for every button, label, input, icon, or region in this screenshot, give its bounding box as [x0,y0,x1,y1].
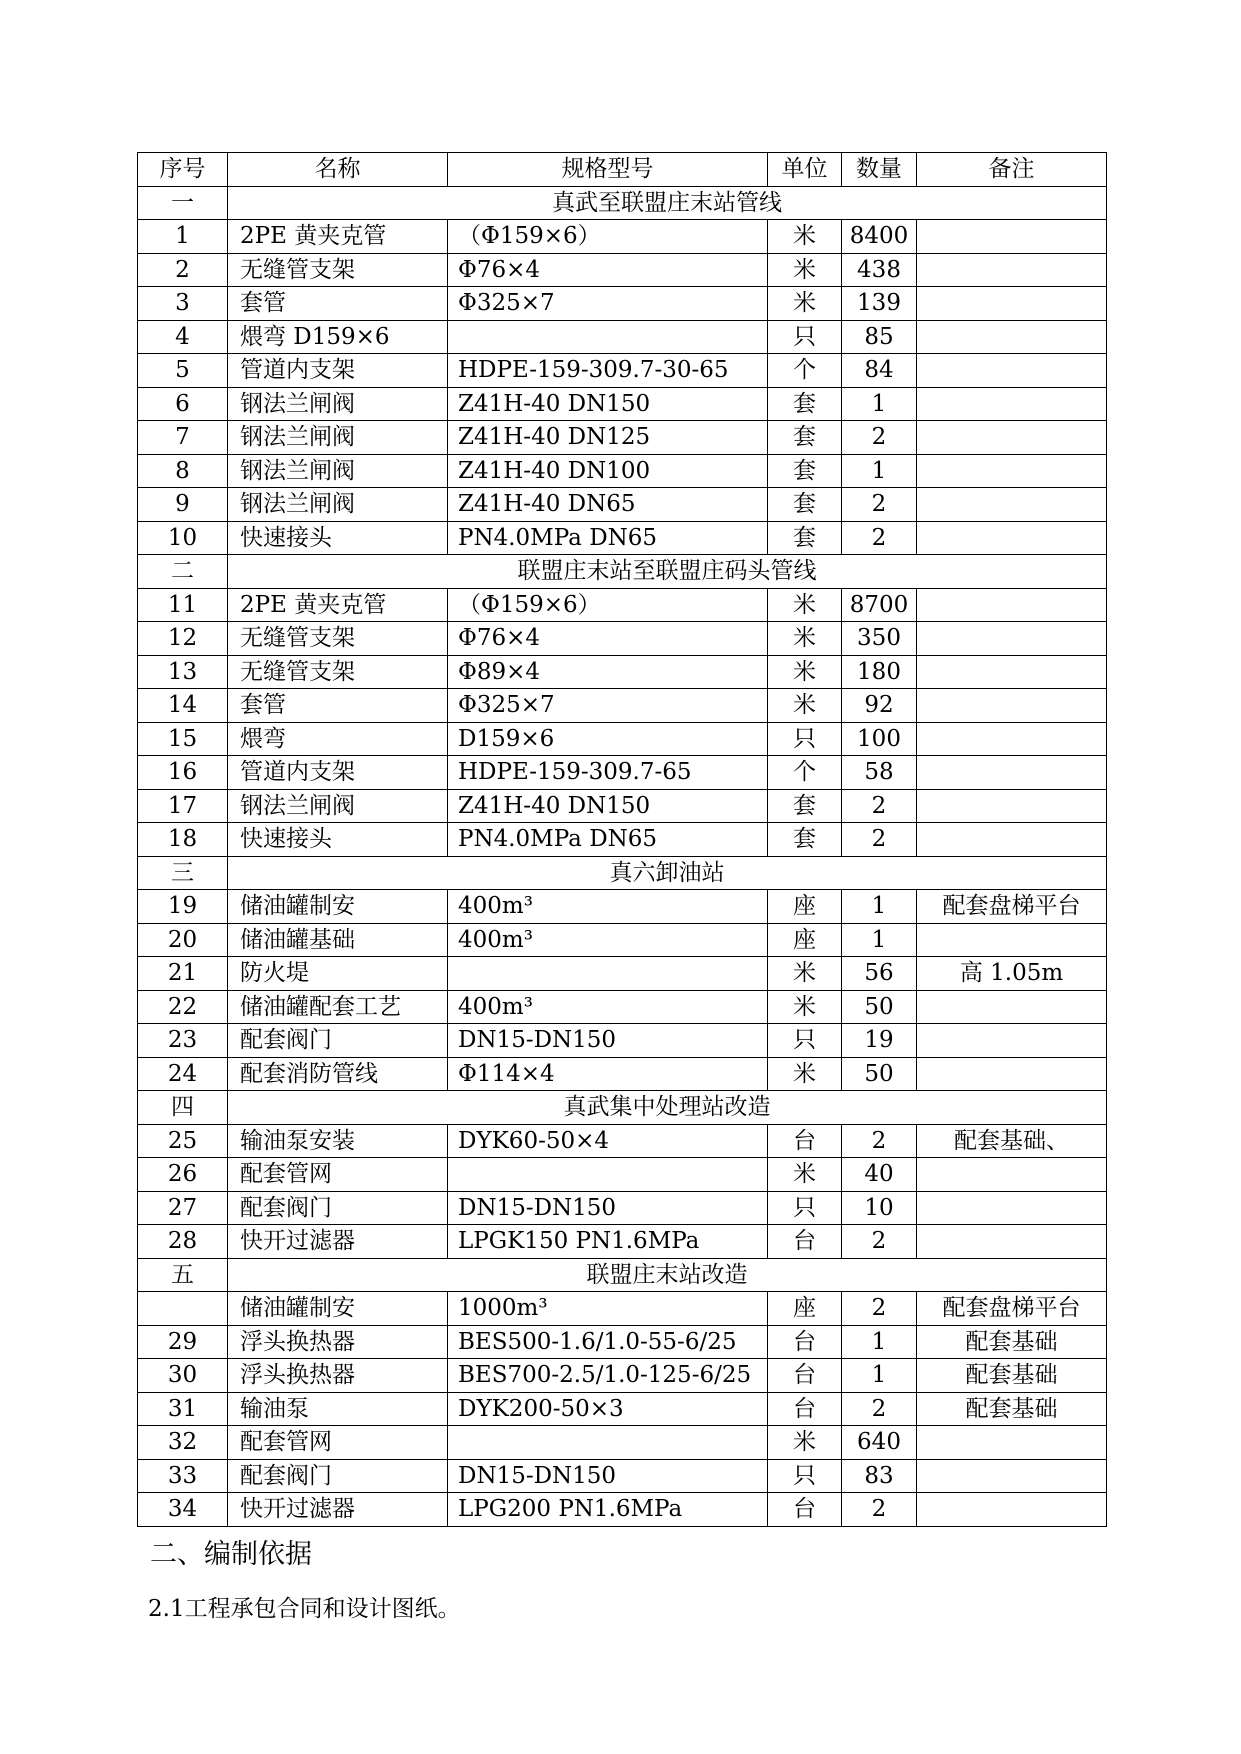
cell-spec: Φ325×7 [448,689,768,723]
cell-qty: 84 [842,354,917,388]
cell-spec: Z41H-40 DN125 [448,421,768,455]
cell-qty: 2 [842,1124,917,1158]
table-body [138,186,1107,1526]
cell-note [917,421,1107,455]
cell-spec: LPG200 PN1.6MPa [448,1493,768,1527]
cell-qty: 2 [842,421,917,455]
table-header-row [138,153,1107,187]
cell-name: 快速接头 [228,823,448,857]
cell-name: 钢法兰闸阀 [228,387,448,421]
cell-spec: 1000m³ [448,1292,768,1326]
cell-name: 快速接头 [228,521,448,555]
cell-name: 管道内支架 [228,756,448,790]
cell-name: 配套阀门 [228,1024,448,1058]
cell-note [917,488,1107,522]
table-row [138,1158,1107,1192]
cell-note: 配套盘梯平台 [917,1292,1107,1326]
header-cell-no: 序号 [138,153,228,187]
cell-note [917,253,1107,287]
section-number: 一 [138,186,228,220]
cell-no: 11 [138,588,228,622]
cell-qty: 2 [842,1292,917,1326]
cell-note [917,220,1107,254]
cell-unit: 套 [768,823,842,857]
cell-name: 快开过滤器 [228,1493,448,1527]
table-row [138,722,1107,756]
cell-name: 煨弯 D159×6 [228,320,448,354]
header-cell-qty: 数量 [842,153,917,187]
cell-no: 24 [138,1057,228,1091]
cell-no: 17 [138,789,228,823]
cell-name: 配套管网 [228,1158,448,1192]
cell-qty: 50 [842,1057,917,1091]
cell-note: 高 1.05m [917,957,1107,991]
cell-qty: 8400 [842,220,917,254]
cell-no: 2 [138,253,228,287]
cell-spec: Φ325×7 [448,287,768,321]
cell-no: 4 [138,320,228,354]
section-title: 真武至联盟庄末站管线 [228,186,1107,220]
cell-name: 钢法兰闸阀 [228,454,448,488]
cell-name: 储油罐基础 [228,923,448,957]
cell-qty: 640 [842,1426,917,1460]
cell-no: 34 [138,1493,228,1527]
section-title: 联盟庄末站至联盟庄码头管线 [228,555,1107,589]
cell-spec: DN15-DN150 [448,1459,768,1493]
table-row [138,1024,1107,1058]
cell-qty: 92 [842,689,917,723]
cell-qty: 40 [842,1158,917,1192]
cell-unit: 台 [768,1225,842,1259]
cell-note [917,387,1107,421]
cell-unit: 套 [768,789,842,823]
cell-note [917,454,1107,488]
cell-spec: DYK200-50×3 [448,1392,768,1426]
table-row [138,488,1107,522]
cell-qty: 50 [842,990,917,1024]
cell-note [917,689,1107,723]
cell-note [917,722,1107,756]
table-row [138,421,1107,455]
table-row [138,1325,1107,1359]
cell-qty: 180 [842,655,917,689]
cell-spec: （Φ159×6） [448,220,768,254]
cell-unit: 米 [768,253,842,287]
cell-spec: 400m³ [448,990,768,1024]
cell-name: 储油罐配套工艺 [228,990,448,1024]
cell-spec: Φ114×4 [448,1057,768,1091]
cell-qty: 85 [842,320,917,354]
cell-spec: 400m³ [448,923,768,957]
cell-note [917,1225,1107,1259]
cell-spec: Φ76×4 [448,622,768,656]
section-number: 五 [138,1258,228,1292]
table-row [138,521,1107,555]
cell-unit: 米 [768,588,842,622]
table-row [138,823,1107,857]
cell-no: 28 [138,1225,228,1259]
cell-unit: 米 [768,1057,842,1091]
cell-qty: 1 [842,1359,917,1393]
table-row [138,253,1107,287]
cell-no: 21 [138,957,228,991]
table-row [138,990,1107,1024]
cell-unit: 座 [768,890,842,924]
cell-note [917,789,1107,823]
cell-note [917,1158,1107,1192]
cell-name: 无缝管支架 [228,622,448,656]
cell-name: 钢法兰闸阀 [228,789,448,823]
cell-spec: BES700-2.5/1.0-125-6/25 [448,1359,768,1393]
section-row [138,856,1107,890]
cell-note: 配套基础、 [917,1124,1107,1158]
cell-qty: 58 [842,756,917,790]
table-row [138,1225,1107,1259]
cell-no: 29 [138,1325,228,1359]
cell-note [917,1191,1107,1225]
table-row [138,622,1107,656]
cell-no: 18 [138,823,228,857]
cell-spec: Φ89×4 [448,655,768,689]
cell-unit: 米 [768,689,842,723]
table-row [138,655,1107,689]
cell-name: 储油罐制安 [228,890,448,924]
cell-note: 配套基础 [917,1392,1107,1426]
cell-no: 25 [138,1124,228,1158]
cell-name: 2PE 黄夹克管 [228,588,448,622]
cell-spec: DYK60-50×4 [448,1124,768,1158]
cell-spec: D159×6 [448,722,768,756]
cell-qty: 438 [842,253,917,287]
header-cell-note: 备注 [917,153,1107,187]
cell-spec [448,1426,768,1460]
cell-spec: BES500-1.6/1.0-55-6/25 [448,1325,768,1359]
cell-no: 8 [138,454,228,488]
cell-unit: 只 [768,1191,842,1225]
cell-spec: Z41H-40 DN150 [448,789,768,823]
cell-note [917,320,1107,354]
cell-note: 配套基础 [917,1359,1107,1393]
cell-name: 配套阀门 [228,1459,448,1493]
cell-note [917,1459,1107,1493]
cell-qty: 1 [842,387,917,421]
cell-unit: 座 [768,923,842,957]
cell-note [917,1426,1107,1460]
cell-qty: 2 [842,1493,917,1527]
cell-unit: 套 [768,488,842,522]
cell-spec: Z41H-40 DN150 [448,387,768,421]
cell-spec: PN4.0MPa DN65 [448,823,768,857]
cell-name: 无缝管支架 [228,253,448,287]
cell-spec: Z41H-40 DN100 [448,454,768,488]
section-title: 真六卸油站 [228,856,1107,890]
cell-name: 煨弯 [228,722,448,756]
header-cell-unit: 单位 [768,153,842,187]
cell-unit: 台 [768,1124,842,1158]
cell-note [917,1024,1107,1058]
table-row [138,287,1107,321]
cell-note [917,756,1107,790]
cell-qty: 2 [842,521,917,555]
header-cell-spec: 规格型号 [448,153,768,187]
section-title: 联盟庄末站改造 [228,1258,1107,1292]
table-row [138,689,1107,723]
cell-name: 配套消防管线 [228,1057,448,1091]
cell-no: 14 [138,689,228,723]
cell-no: 15 [138,722,228,756]
cell-name: 浮头换热器 [228,1325,448,1359]
cell-spec: LPGK150 PN1.6MPa [448,1225,768,1259]
section-row [138,1091,1107,1125]
cell-qty: 56 [842,957,917,991]
cell-note [917,1493,1107,1527]
cell-name: 无缝管支架 [228,655,448,689]
cell-name: 钢法兰闸阀 [228,421,448,455]
cell-note [917,588,1107,622]
cell-note [917,655,1107,689]
table-row [138,1426,1107,1460]
cell-name: 管道内支架 [228,354,448,388]
section-number: 三 [138,856,228,890]
cell-unit: 座 [768,1292,842,1326]
cell-no: 1 [138,220,228,254]
cell-no: 19 [138,890,228,924]
cell-qty: 1 [842,1325,917,1359]
cell-no: 9 [138,488,228,522]
section-title: 真武集中处理站改造 [228,1091,1107,1125]
cell-spec: 400m³ [448,890,768,924]
cell-name: 输油泵 [228,1392,448,1426]
table-row [138,1493,1107,1527]
cell-unit: 台 [768,1493,842,1527]
cell-note [917,1057,1107,1091]
section-number: 四 [138,1091,228,1125]
cell-note [917,521,1107,555]
cell-name: 2PE 黄夹克管 [228,220,448,254]
cell-unit: 米 [768,220,842,254]
cell-unit: 米 [768,1426,842,1460]
cell-no: 31 [138,1392,228,1426]
cell-qty: 139 [842,287,917,321]
table-row [138,923,1107,957]
table-row [138,354,1107,388]
section-heading: 二、编制依据 [150,1539,312,1570]
table-row [138,890,1107,924]
cell-name: 套管 [228,689,448,723]
cell-unit: 个 [768,756,842,790]
cell-qty: 1 [842,923,917,957]
materials-table [137,152,1107,1527]
table-row [138,220,1107,254]
cell-name: 配套阀门 [228,1191,448,1225]
table-row [138,957,1107,991]
cell-no: 12 [138,622,228,656]
table-row [138,454,1107,488]
cell-spec: PN4.0MPa DN65 [448,521,768,555]
cell-qty: 350 [842,622,917,656]
table-row [138,1292,1107,1326]
cell-spec: DN15-DN150 [448,1024,768,1058]
cell-name: 输油泵安装 [228,1124,448,1158]
table-row [138,1459,1107,1493]
cell-unit: 套 [768,387,842,421]
cell-no: 30 [138,1359,228,1393]
cell-qty: 2 [842,823,917,857]
cell-qty: 2 [842,1225,917,1259]
cell-no: 23 [138,1024,228,1058]
cell-unit: 米 [768,957,842,991]
cell-spec [448,957,768,991]
cell-no: 20 [138,923,228,957]
cell-qty: 2 [842,1392,917,1426]
cell-unit: 套 [768,421,842,455]
section-row [138,186,1107,220]
cell-spec [448,320,768,354]
table-row [138,1359,1107,1393]
cell-no: 5 [138,354,228,388]
table-row [138,1057,1107,1091]
cell-qty: 19 [842,1024,917,1058]
table-row [138,588,1107,622]
cell-unit: 个 [768,354,842,388]
cell-unit: 台 [768,1325,842,1359]
cell-note [917,923,1107,957]
cell-no: 16 [138,756,228,790]
cell-note: 配套盘梯平台 [917,890,1107,924]
table-row [138,789,1107,823]
cell-unit: 只 [768,320,842,354]
cell-no: 33 [138,1459,228,1493]
table-row [138,1392,1107,1426]
cell-unit: 台 [768,1392,842,1426]
cell-qty: 2 [842,789,917,823]
cell-qty: 8700 [842,588,917,622]
table-row [138,387,1107,421]
cell-qty: 1 [842,454,917,488]
cell-spec [448,1158,768,1192]
cell-name: 防火堤 [228,957,448,991]
header-cell-name: 名称 [228,153,448,187]
cell-note [917,622,1107,656]
cell-qty: 1 [842,890,917,924]
cell-spec: HDPE-159-309.7-30-65 [448,354,768,388]
cell-note [917,823,1107,857]
cell-name: 配套管网 [228,1426,448,1460]
cell-note [917,990,1107,1024]
cell-spec: DN15-DN150 [448,1191,768,1225]
section-row [138,1258,1107,1292]
cell-no: 22 [138,990,228,1024]
table-row [138,1124,1107,1158]
cell-name: 浮头换热器 [228,1359,448,1393]
cell-no: 32 [138,1426,228,1460]
table-row [138,756,1107,790]
cell-no: 10 [138,521,228,555]
body-paragraph: 2.1工程承包合同和设计图纸。 [148,1596,461,1622]
cell-unit: 只 [768,1459,842,1493]
cell-unit: 台 [768,1359,842,1393]
cell-unit: 米 [768,655,842,689]
cell-spec: HDPE-159-309.7-65 [448,756,768,790]
cell-unit: 套 [768,454,842,488]
section-number: 二 [138,555,228,589]
cell-note [917,287,1107,321]
table-row [138,320,1107,354]
cell-spec: Φ76×4 [448,253,768,287]
cell-qty: 83 [842,1459,917,1493]
cell-unit: 只 [768,1024,842,1058]
cell-no: 6 [138,387,228,421]
cell-no: 26 [138,1158,228,1192]
cell-note [917,354,1107,388]
section-row [138,555,1107,589]
cell-name: 快开过滤器 [228,1225,448,1259]
cell-no: 13 [138,655,228,689]
cell-unit: 米 [768,990,842,1024]
table-row [138,1191,1107,1225]
cell-spec: （Φ159×6） [448,588,768,622]
cell-qty: 10 [842,1191,917,1225]
cell-name: 钢法兰闸阀 [228,488,448,522]
cell-unit: 米 [768,1158,842,1192]
cell-name: 储油罐制安 [228,1292,448,1326]
cell-unit: 米 [768,287,842,321]
cell-unit: 只 [768,722,842,756]
cell-unit: 米 [768,622,842,656]
cell-name: 套管 [228,287,448,321]
cell-no [138,1292,228,1326]
cell-no: 27 [138,1191,228,1225]
cell-no: 7 [138,421,228,455]
cell-unit: 套 [768,521,842,555]
cell-qty: 100 [842,722,917,756]
cell-spec: Z41H-40 DN65 [448,488,768,522]
cell-qty: 2 [842,488,917,522]
cell-no: 3 [138,287,228,321]
cell-note: 配套基础 [917,1325,1107,1359]
